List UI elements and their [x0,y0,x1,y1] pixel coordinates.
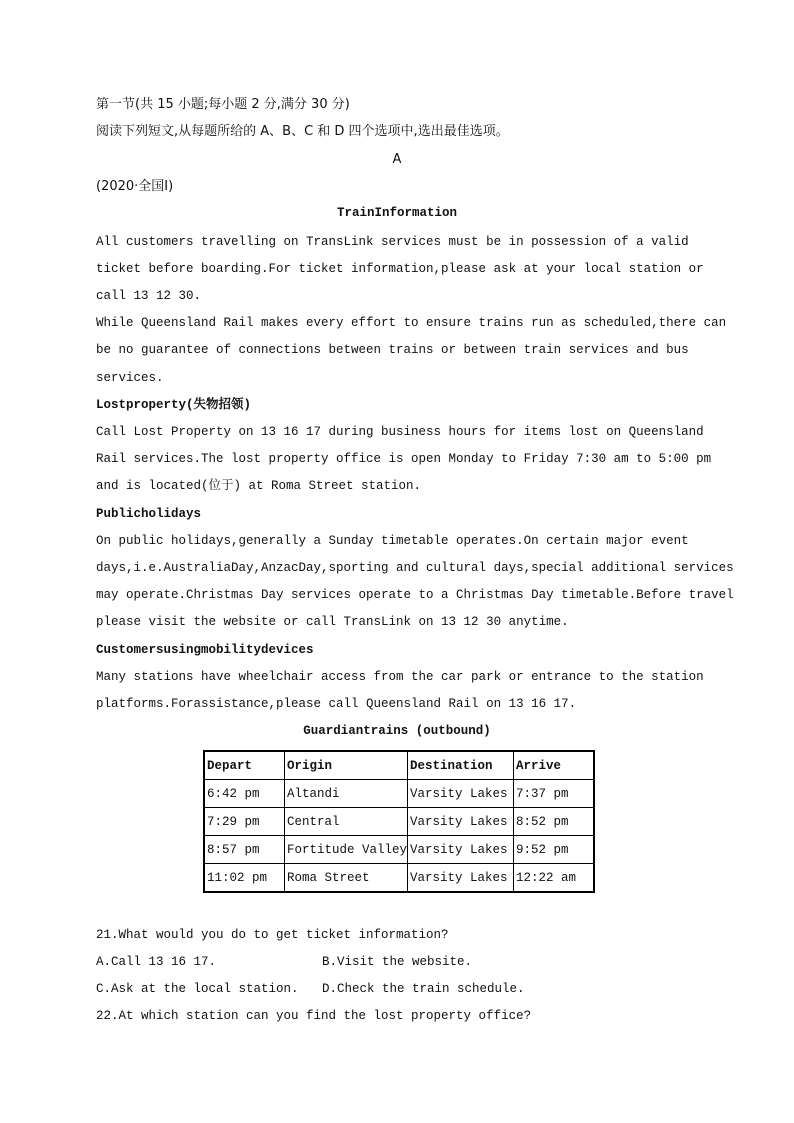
table-row [204,836,594,864]
table-cell: Varsity Lakes [408,836,514,864]
passage-title: TrainInformation [336,206,458,220]
table-cell: Altandi [285,780,408,808]
table-cell: 7:29 pm [204,808,285,836]
paragraph-line: call 13 12 30. [96,289,202,303]
table-cell: Roma Street [285,864,408,893]
question-21: 21.What would you do to get ticket information? [96,928,449,942]
public-holidays-line: On public holidays,generally a Sunday timetable operates.On certain major event [96,534,689,548]
table-cell: Varsity Lakes [408,808,514,836]
table-header-row [204,751,594,780]
paragraph-line: While Queensland Rail makes every effort to ensure trains run as scheduled,there can [96,316,727,330]
public-holidays-line: days,i.e.AustraliaDay,AnzacDay,sporting and cultural days,special additional services [96,561,734,575]
instructions: 阅读下列短文,从每题所给的 A、B、C 和 D 四个选项中,选出最佳选项。 [96,124,509,139]
option-21-c: C.Ask at the local station. [96,982,299,996]
table-cell: 6:42 pm [204,780,285,808]
option-21-a: A.Call 13 16 17. [96,955,217,969]
public-holidays-heading: Publicholidays [96,507,202,521]
table-cell: Central [285,808,408,836]
table-row [204,808,594,836]
option-21-b: B.Visit the website. [322,955,473,969]
table-header-cell: Origin [285,751,408,780]
lost-property-heading: Lostproperty(失物招领) [96,398,252,412]
table-cell: 8:57 pm [204,836,285,864]
table-cell: 9:52 pm [514,836,595,864]
section-header: 第一节(共 15 小题;每小题 2 分,满分 30 分) [96,97,350,112]
option-21-d: D.Check the train schedule. [322,982,525,996]
table-header-cell: Depart [204,751,285,780]
mobility-line: Many stations have wheelchair access from the car park or entrance to the station [96,670,704,684]
table-cell: 11:02 pm [204,864,285,893]
table-header-cell: Destination [408,751,514,780]
table-cell: Varsity Lakes [408,864,514,893]
paragraph-line: ticket before boarding.For ticket information,please ask at your local station or [96,262,704,276]
table-header-cell: Arrive [514,751,595,780]
train-timetable [203,750,595,893]
public-holidays-line: may operate.Christmas Day services operate to a Christmas Day timetable.Before travel [96,588,734,602]
passage-letter: A [392,152,402,167]
paragraph-line: services. [96,371,164,385]
table-cell: 7:37 pm [514,780,595,808]
table-cell: 12:22 am [514,864,595,893]
table-cell: Varsity Lakes [408,780,514,808]
mobility-line: platforms.Forassistance,please call Queensland Rail on 13 16 17. [96,697,577,711]
paragraph-line: be no guarantee of connections between trains or between train services and bus [96,343,689,357]
table-cell: 8:52 pm [514,808,595,836]
mobility-heading: Customersusingmobilitydevices [96,643,314,657]
public-holidays-line: please visit the website or call TransLink on 13 12 30 anytime. [96,615,569,629]
lost-property-line: and is located(位于) at Roma Street station. [96,479,422,493]
table-cell: Fortitude Valley [285,836,408,864]
source-label: (2020·全国Ⅰ) [96,179,174,194]
question-22: 22.At which station can you find the lost property office? [96,1009,532,1023]
table-row [204,780,594,808]
table-row [204,864,594,893]
lost-property-line: Call Lost Property on 13 16 17 during business hours for items lost on Queensland [96,425,704,439]
table-title: Guardiantrains (outbound) [303,724,491,738]
lost-property-line: Rail services.The lost property office is open Monday to Friday 7:30 am to 5:00 pm [96,452,712,466]
paragraph-line: All customers travelling on TransLink services must be in possession of a valid [96,235,689,249]
